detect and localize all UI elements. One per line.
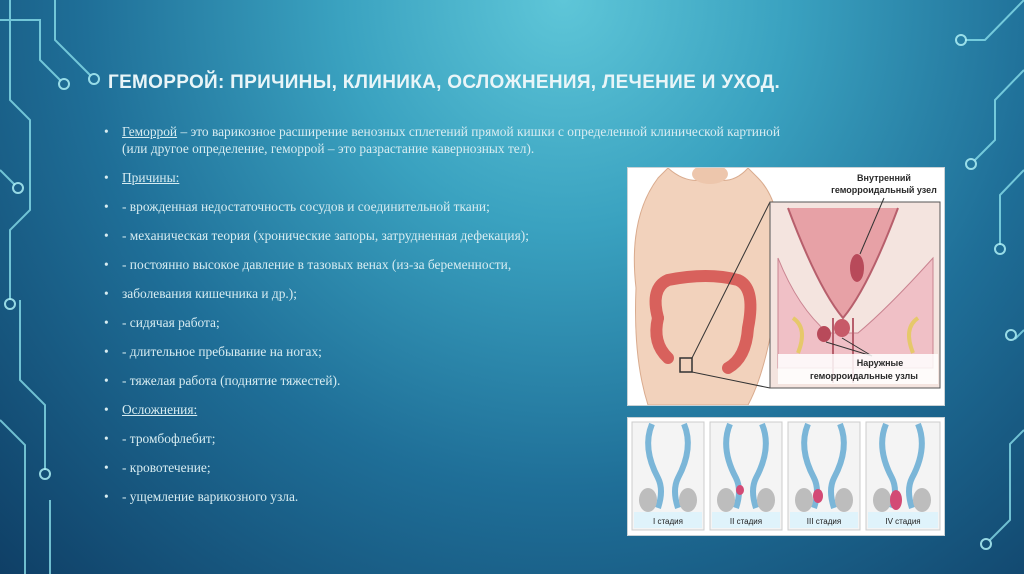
cause-text: заболевания кишечника и др.); [122, 286, 297, 301]
causes-heading-item [104, 169, 624, 186]
bullet-dot: • [104, 228, 109, 243]
causes-heading: Причины: [122, 170, 180, 185]
complication-item [104, 459, 624, 476]
slide-title: ГЕМОРРОЙ: ПРИЧИНЫ, КЛИНИКА, ОСЛОЖНЕНИЯ, ЛЕЧЕНИЕ И УХОД. [108, 72, 781, 93]
anatomy-illustration [628, 168, 944, 405]
bullet-dot: • [104, 402, 109, 417]
stage-label: I стадия [653, 517, 683, 526]
definition-item [104, 123, 842, 140]
cause-item [104, 227, 624, 244]
stage-label: IV стадия [885, 517, 921, 526]
complication-text: - тромбофлебит; [122, 431, 216, 446]
complication-item [104, 488, 624, 505]
complications-heading: Осложнения: [122, 402, 198, 417]
cause-item [104, 285, 624, 302]
cause-item [104, 314, 624, 331]
stage-panel [632, 422, 704, 530]
definition-text-1: – это варикозное расширение венозных сплетений прямой кишки с определенной клинической картиной [177, 124, 780, 139]
stage-panel [788, 422, 860, 530]
cause-item [104, 198, 624, 215]
cause-text: - постоянно высокое давление в тазовых венах (из-за беременности, [122, 257, 512, 272]
complication-text: - кровотечение; [122, 460, 211, 475]
label-external-line2: геморроидальные узлы [810, 371, 918, 381]
bullet-dot: • [104, 124, 109, 139]
cause-item [104, 343, 624, 360]
bullet-dot: • [104, 315, 109, 330]
cause-text: - тяжелая работа (поднятие тяжестей). [122, 373, 341, 388]
bullet-dot: • [104, 257, 109, 272]
bullet-dot: • [104, 170, 109, 185]
stage-label: II стадия [729, 517, 763, 526]
definition-text-2: (или другое определение, геморрой – это разрастание кавернозных тел). [122, 141, 535, 156]
bullet-dot: • [104, 489, 109, 504]
complication-item [104, 430, 624, 447]
bullet-dot: • [104, 344, 109, 359]
bullet-dot: • [104, 199, 109, 214]
label-internal-line1: Внутренний [857, 173, 911, 183]
label-external-line1: Наружные [856, 358, 904, 368]
stage-panel [866, 422, 940, 530]
stage-label: III стадия [806, 517, 842, 526]
cause-text: - сидячая работа; [122, 315, 220, 330]
stage-panel [710, 422, 782, 530]
cause-item [104, 256, 624, 273]
cause-text: - механическая теория (хронические запоры, затрудненная дефекация); [122, 228, 529, 243]
bullet-dot: • [104, 460, 109, 475]
stages-illustration [628, 418, 944, 535]
anatomy-figure [627, 167, 945, 406]
cause-item [104, 372, 624, 389]
bullet-dot: • [104, 286, 109, 301]
definition-term: Геморрой [122, 124, 178, 139]
cause-text: - длительное пребывание на ногах; [122, 344, 322, 359]
label-internal-line2: геморроидальный узел [831, 185, 937, 195]
bullet-dot: • [104, 431, 109, 446]
bullet-dot: • [104, 373, 109, 388]
bullet-list [104, 123, 780, 517]
complication-text: - ущемление варикозного узла. [122, 489, 299, 504]
cause-text: - врожденная недостаточность сосудов и соединительной ткани; [122, 199, 490, 214]
stages-figure [627, 417, 945, 536]
definition-continuation [104, 140, 842, 157]
complications-heading-item [104, 401, 624, 418]
